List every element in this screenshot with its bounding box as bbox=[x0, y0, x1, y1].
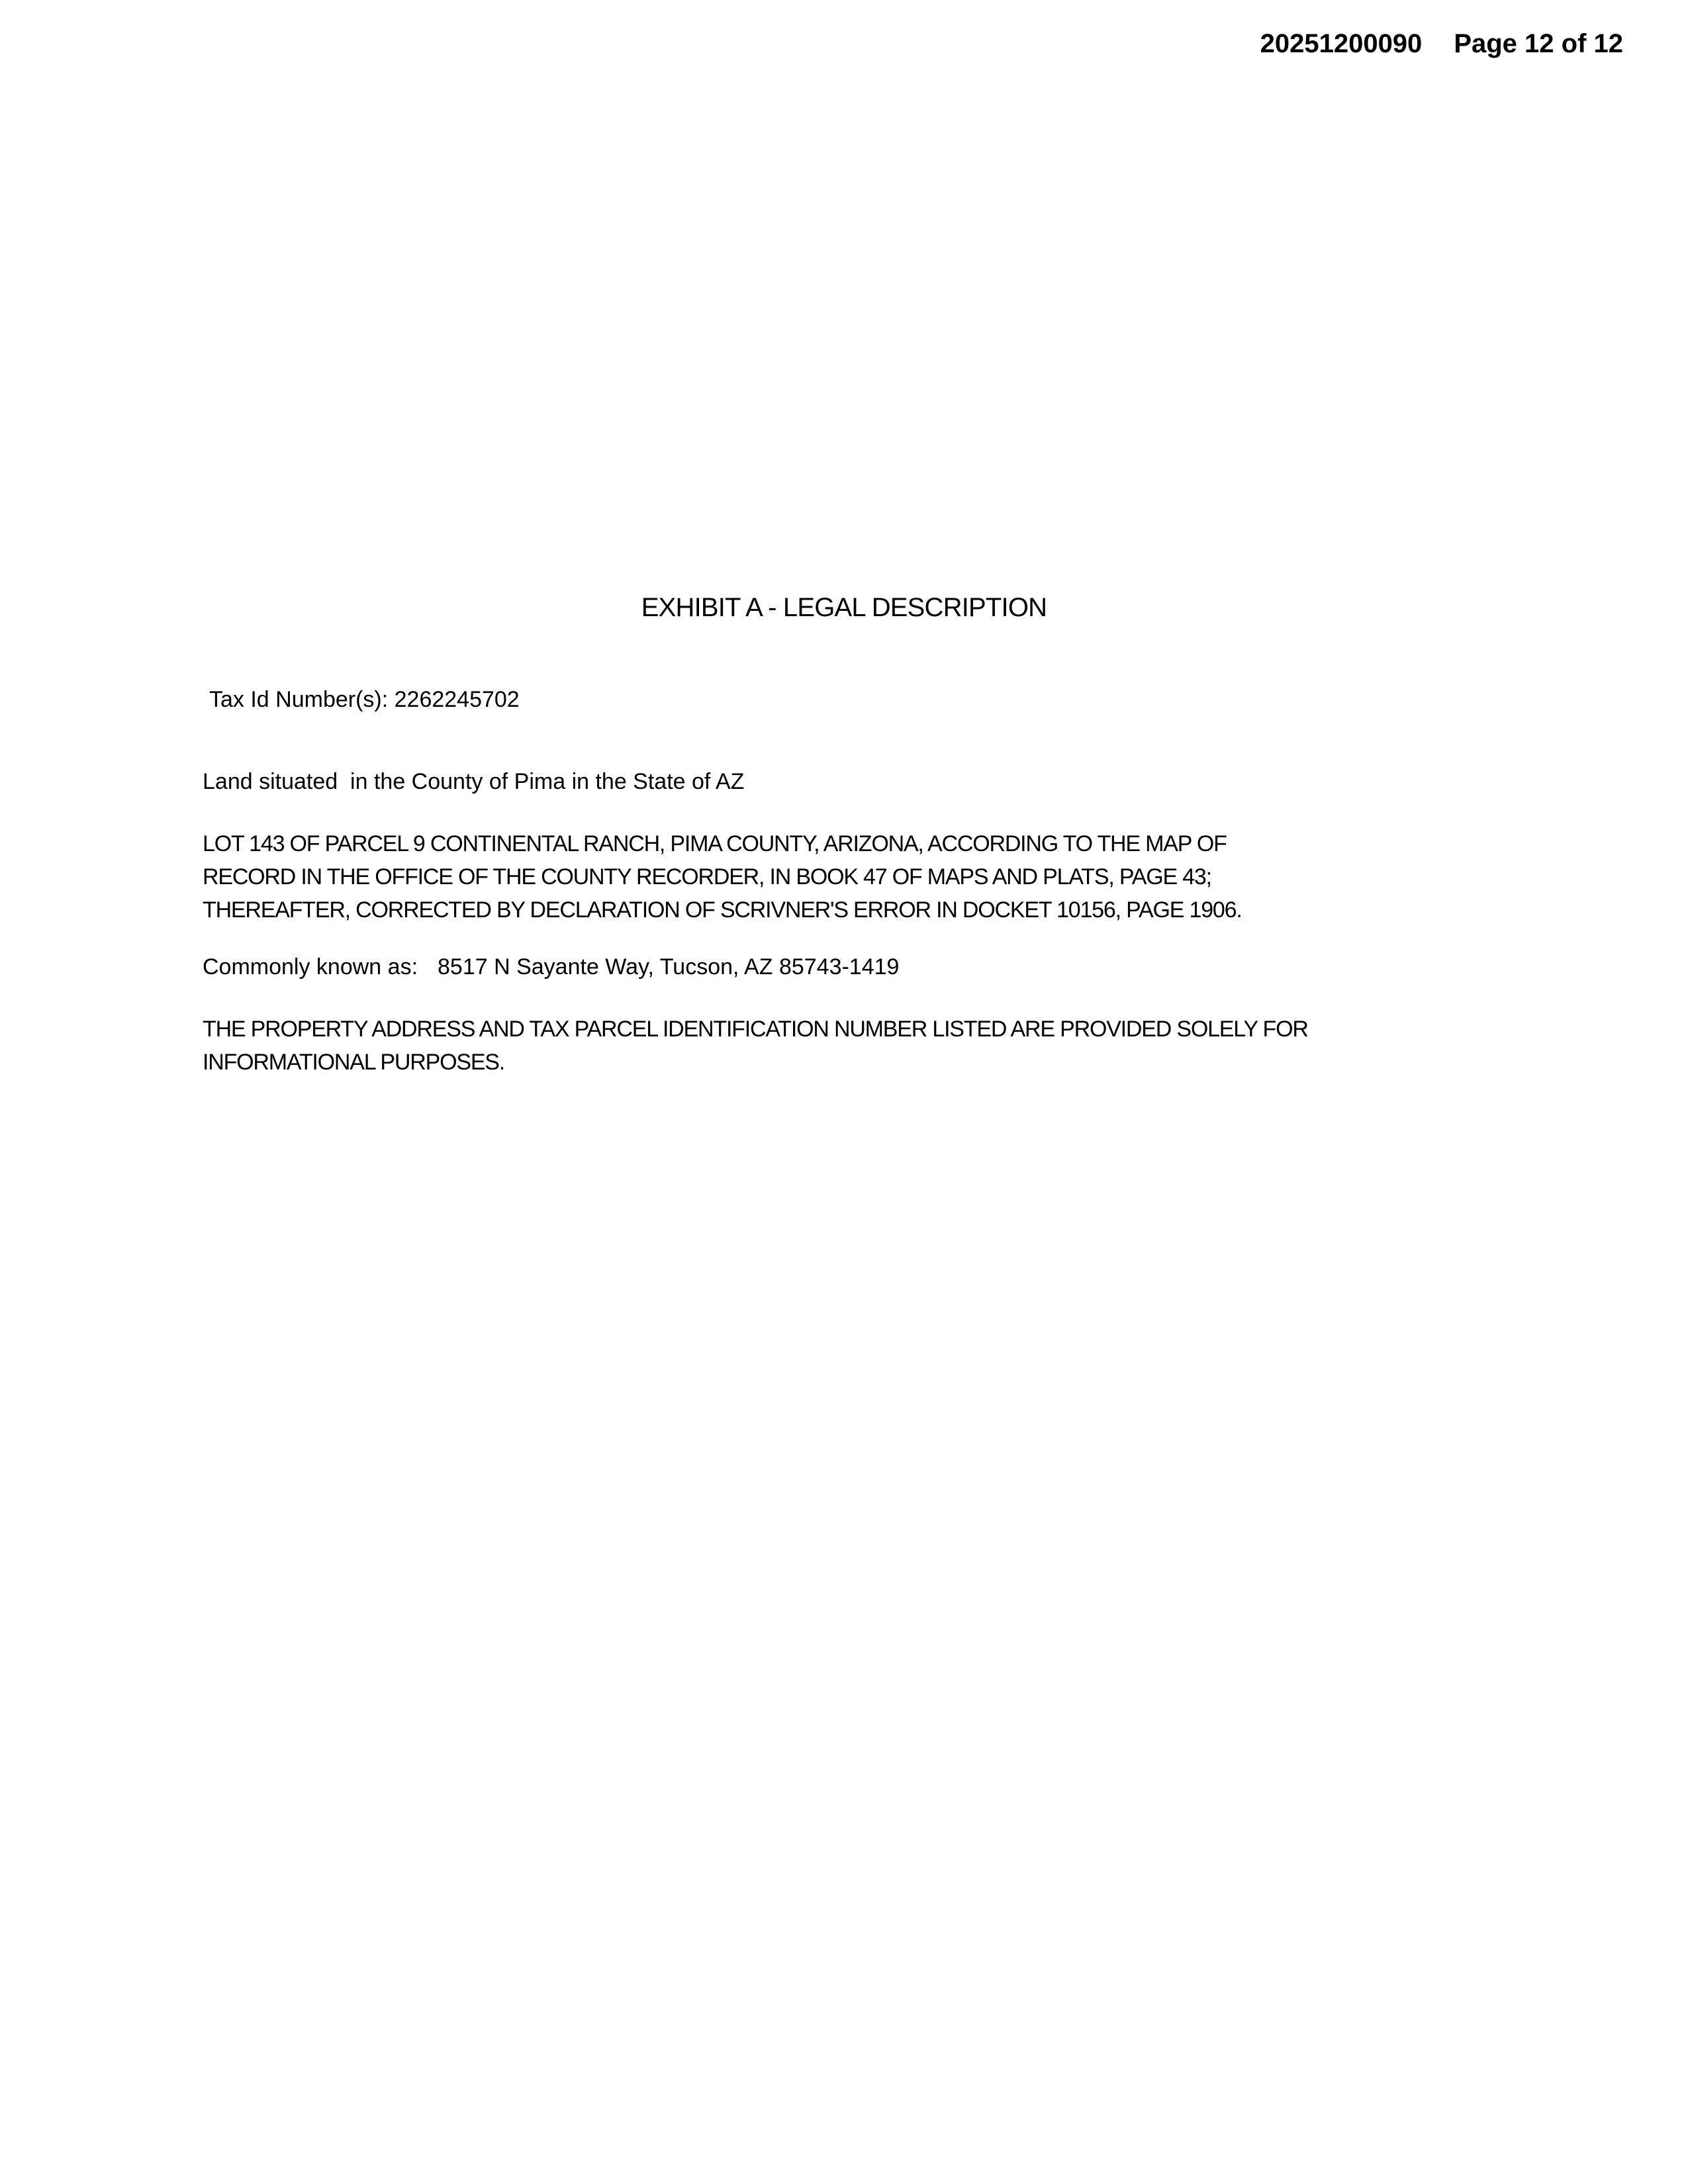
exhibit-title: EXHIBIT A - LEGAL DESCRIPTION bbox=[641, 593, 1047, 622]
disclaimer-line: INFORMATIONAL PURPOSES. bbox=[203, 1050, 505, 1075]
document-number: 20251200090 bbox=[1260, 29, 1423, 58]
page-header bbox=[1260, 29, 1623, 59]
legal-description-line: RECORD IN THE OFFICE OF THE COUNTY RECORDER, IN BOOK 47 OF MAPS AND PLATS, PAGE 43; bbox=[203, 864, 1211, 889]
land-situated-line: Land situated in the County of Pima in the State of AZ bbox=[203, 769, 745, 794]
legal-description bbox=[203, 827, 1242, 927]
legal-description-line: LOT 143 OF PARCEL 9 CONTINENTAL RANCH, PIMA COUNTY, ARIZONA, ACCORDING TO THE MAP OF bbox=[203, 831, 1227, 856]
disclaimer bbox=[203, 1013, 1308, 1079]
commonly-known-as bbox=[203, 950, 899, 983]
property-address: 8517 N Sayante Way, Tucson, AZ 85743-1419 bbox=[438, 954, 900, 979]
commonly-known-label: Commonly known as: bbox=[203, 954, 418, 979]
disclaimer-line: THE PROPERTY ADDRESS AND TAX PARCEL IDENTIFICATION NUMBER LISTED ARE PROVIDED SOLELY FOR bbox=[203, 1017, 1308, 1042]
legal-description-line: THEREAFTER, CORRECTED BY DECLARATION OF SCRIVNER'S ERROR IN DOCKET 10156, PAGE 1906. bbox=[203, 897, 1242, 923]
page-number: Page 12 of 12 bbox=[1454, 29, 1623, 58]
tax-id-number: Tax Id Number(s): 2262245702 bbox=[209, 687, 520, 712]
